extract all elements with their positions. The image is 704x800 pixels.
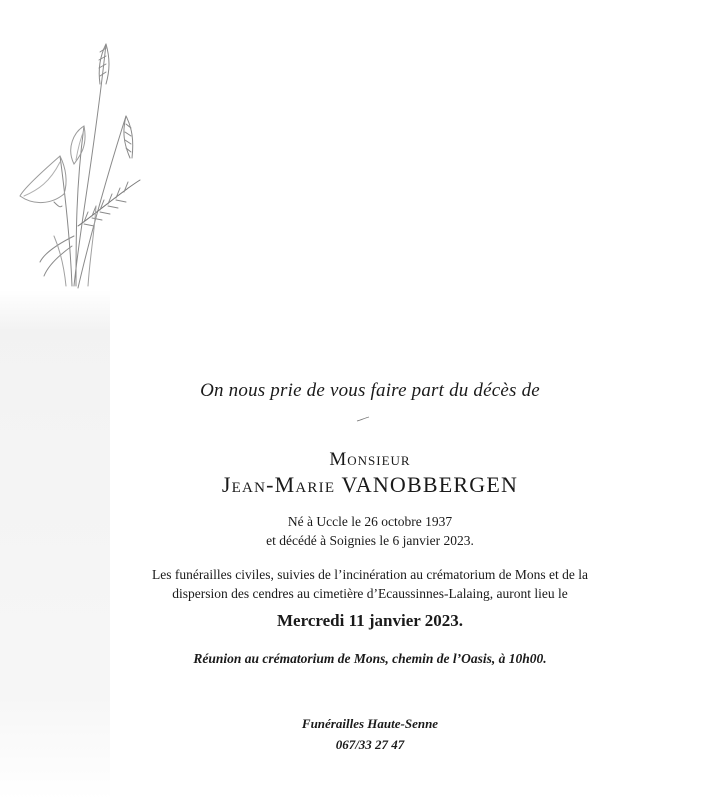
funeral-home-block [0, 713, 704, 755]
meeting-place: Réunion au crématorium de Mons, chemin de l’Oasis, à 10h00. [193, 651, 547, 666]
birth-line: Né à Uccle le 26 octobre 1937 [287, 514, 453, 529]
intro-text: On nous prie de vous faire part du décès de [200, 380, 540, 401]
funeral-date: Mercredi 11 janvier 2023. [276, 611, 464, 630]
funeral-line-1: Les funérailles civiles, suivies de l’incinération au crématorium de Mons et de la [152, 567, 588, 582]
deceased-name: Jean-Marie VANOBBERGEN [221, 472, 519, 497]
death-line: et décédé à Soignies le 6 janvier 2023. [266, 533, 474, 548]
honorific-title: Monsieur [329, 449, 411, 470]
calla-lily-wheat-illustration-icon [14, 36, 144, 296]
decorative-dash-icon [356, 416, 370, 422]
funeral-details [0, 565, 704, 603]
funeral-home-name: Funérailles Haute-Senne [301, 716, 439, 731]
funeral-line-2: dispersion des cendres au cimetière d’Ecaussinnes-Lalaing, auront lieu le [172, 586, 568, 601]
funeral-home-phone: 067/33 27 47 [335, 737, 405, 752]
birth-death-info [0, 512, 704, 550]
